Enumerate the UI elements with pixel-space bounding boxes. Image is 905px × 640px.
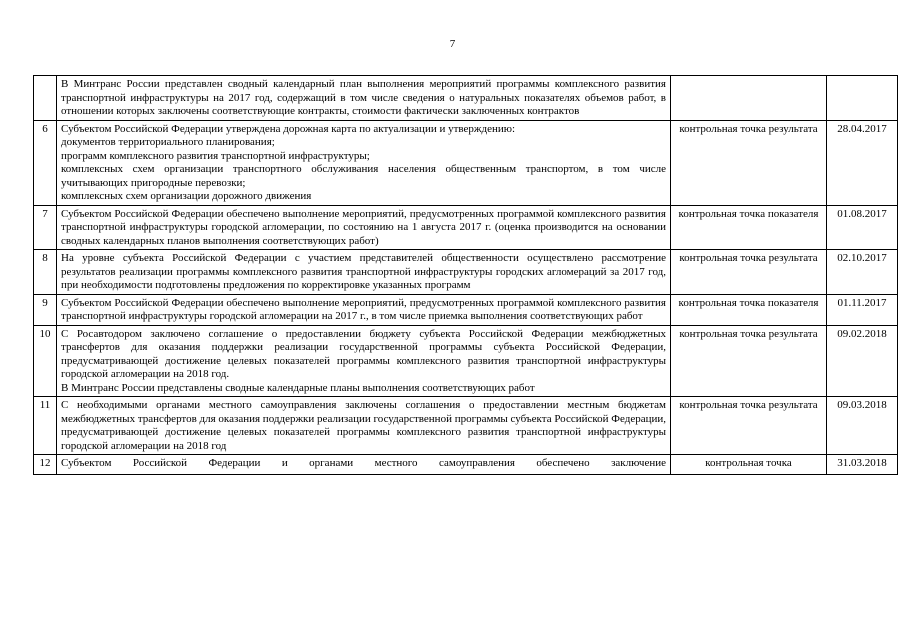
- checkpoint-date: 01.11.2017: [827, 294, 898, 325]
- checkpoint-type: контрольная точка результата: [671, 120, 827, 205]
- activity-paragraph: В Минтранс России представлен сводный календарный план выполнения мероприятий программы комплексного развития транспортной инфраструктуры на 2017 год, содержащий в том числе сведения о натуральных показателях объемов работ, в отношении которых заключены соответствующие контракты, стоимости фактически заключенных контрактов: [61, 78, 666, 117]
- activity-paragraph: комплексных схем организации дорожного движения: [61, 190, 312, 202]
- row-number: 6: [34, 120, 57, 205]
- checkpoint-type: контрольная точка результата: [671, 250, 827, 295]
- activity-description: [57, 76, 671, 121]
- row-number: [34, 76, 57, 121]
- checkpoint-date: [827, 76, 898, 121]
- activity-paragraph: Субъектом Российской Федерации и органами местного самоуправления обеспечено заключение: [61, 457, 666, 469]
- checkpoint-type: [671, 76, 827, 121]
- activities-table: [33, 75, 898, 475]
- checkpoint-date: 09.02.2018: [827, 325, 898, 397]
- table-row: [34, 76, 898, 121]
- activity-paragraph: Субъектом Российской Федерации обеспечено выполнение мероприятий, предусмотренных программой комплексного развития транспортной инфраструктуры городской агломерации, по состоянию на 1 августа 2017 г. (оценка производится на основании сводных календарных планов выполнения соответствующих работ): [61, 207, 666, 247]
- activity-description: [57, 120, 671, 205]
- activity-paragraph: документов территориального планирования;: [61, 136, 275, 148]
- table-row: [34, 397, 898, 455]
- table-row: [34, 250, 898, 295]
- checkpoint-date: 31.03.2018: [827, 455, 898, 475]
- checkpoint-type: контрольная точка показателя: [671, 205, 827, 250]
- table-row: [34, 205, 898, 250]
- checkpoint-date: 09.03.2018: [827, 397, 898, 455]
- activity-paragraph: С Росавтодором заключено соглашение о предоставлении бюджету субъекта Российской Федерации межбюджетных трансфертов для оказания поддержки реализации государственной программы субъекта Российской Федерации, предусматривающей достижение целевых показателей программы комплексного развития транспортной инфраструктуры городской агломерации на 2018 год.: [61, 327, 666, 380]
- activity-description: [57, 294, 671, 325]
- activity-paragraph: программ комплексного развития транспортной инфраструктуры;: [61, 149, 370, 162]
- row-number: 10: [34, 325, 57, 397]
- checkpoint-type: контрольная точка показателя: [671, 294, 827, 325]
- row-number: 8: [34, 250, 57, 295]
- row-number: 12: [34, 455, 57, 475]
- table-row: [34, 325, 898, 397]
- page-number: 7: [449, 38, 456, 50]
- row-number: 11: [34, 397, 57, 455]
- activity-description: [57, 455, 671, 475]
- checkpoint-date: 01.08.2017: [827, 205, 898, 250]
- activity-paragraph: На уровне субъекта Российской Федерации с участием представителей общественности осуществлено рассмотрение результатов реализации программы комплексного развития транспортной инфраструктуры городских агломераций за 2017 год, при необходимости подготовлены предложения по корректировке указанных программ: [61, 252, 666, 291]
- row-number: 9: [34, 294, 57, 325]
- activity-description: [57, 205, 671, 250]
- checkpoint-date: 02.10.2017: [827, 250, 898, 295]
- checkpoint-date: 28.04.2017: [827, 120, 898, 205]
- checkpoint-type: контрольная точка: [671, 455, 827, 475]
- activity-description: [57, 325, 671, 397]
- activity-paragraph: комплексных схем организации транспортного обслуживания населения общественным транспортом, в том числе учитывающих пригородные перевозки;: [61, 163, 666, 189]
- activity-paragraph: Субъектом Российской Федерации утверждена дорожная карта по актуализации и утверждению:: [61, 122, 516, 135]
- activity-description: [57, 397, 671, 455]
- activity-paragraph: С необходимыми органами местного самоуправления заключены соглашения о предоставлении местным бюджетам межбюджетных трансфертов для оказания поддержки реализации государственной программы субъекта Российской Федерации, предусматривающей достижение целевых показателей программы комплексного развития транспортной инфраструктуры городской агломерации на 2018 год: [61, 399, 666, 452]
- checkpoint-type: контрольная точка результата: [671, 325, 827, 397]
- table-row: [34, 455, 898, 475]
- activity-paragraph: В Минтранс России представлены сводные календарные планы выполнения соответствующих работ: [61, 381, 535, 394]
- checkpoint-type: контрольная точка результата: [671, 397, 827, 455]
- activity-description: [57, 250, 671, 295]
- row-number: 7: [34, 205, 57, 250]
- table-row: [34, 120, 898, 205]
- activity-paragraph: Субъектом Российской Федерации обеспечено выполнение мероприятий, предусмотренных программой комплексного развития транспортной инфраструктуры городской агломерации на 2017 г., в том числе приемка выполнения соответствующих работ: [61, 296, 666, 322]
- table-row: [34, 294, 898, 325]
